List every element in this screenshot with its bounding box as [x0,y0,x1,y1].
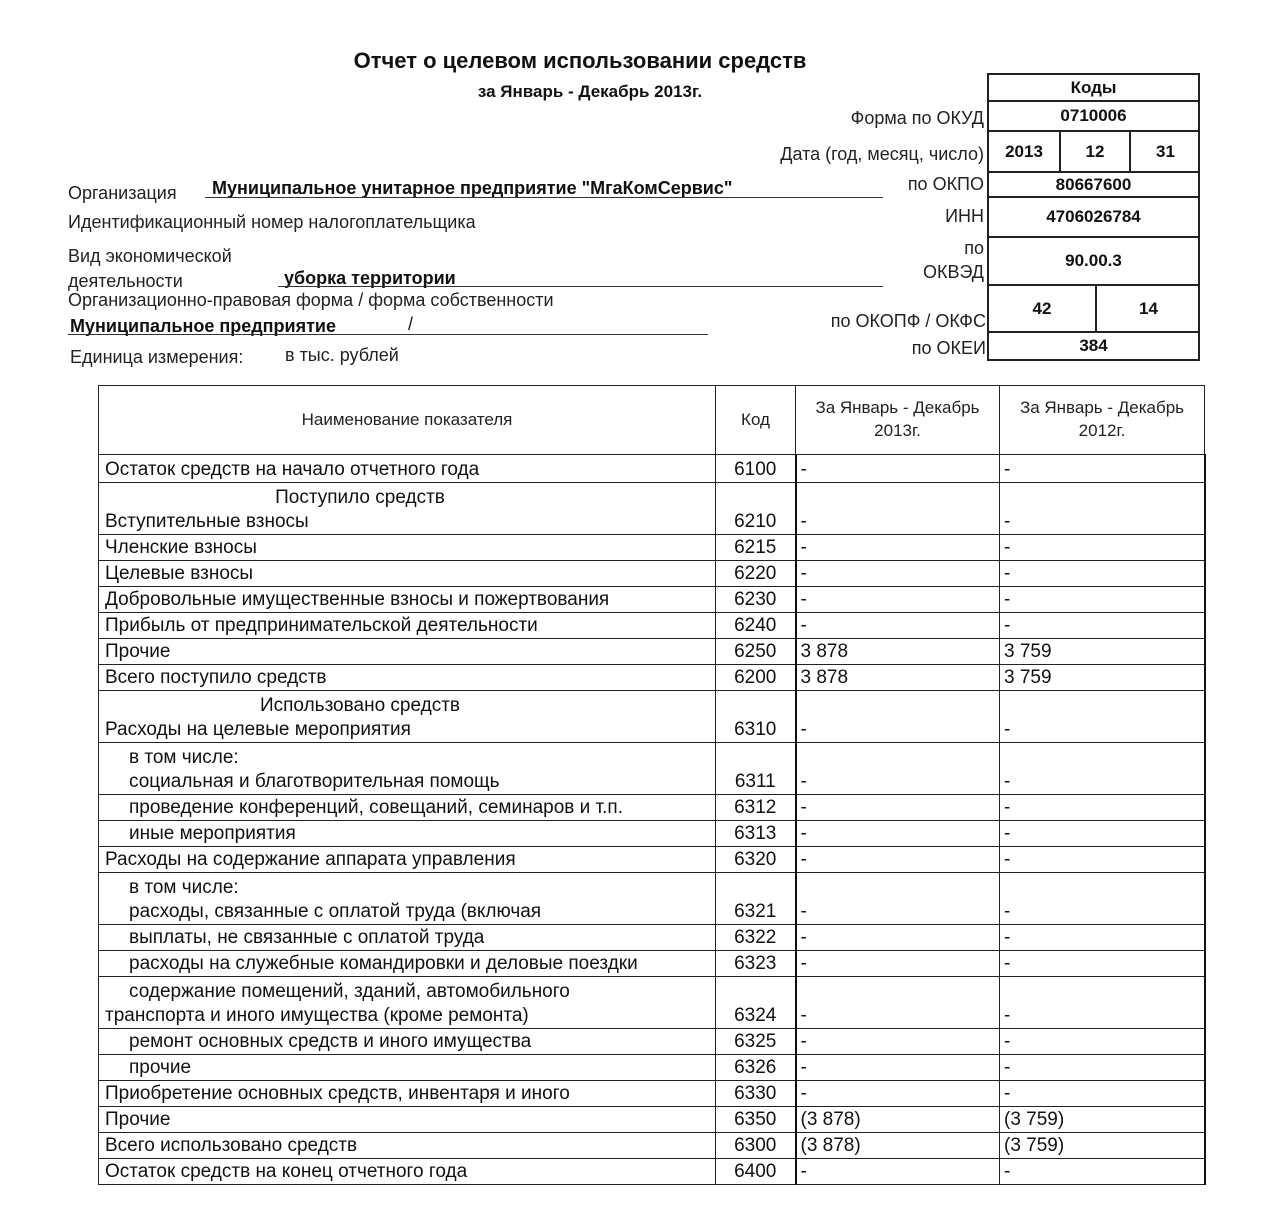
header-2013 [796,386,1000,455]
row-label: Остаток средств на начало отчетного года [105,459,480,480]
row-label: Приобретение основных средств, инвентаря и иного [105,1083,570,1104]
table-row [99,1081,1205,1107]
row-label: расходы, связанные с оплатой труда (включая [129,901,542,922]
row-value-2012: - [1000,613,1205,639]
row-code: 6330 [716,1081,796,1107]
row-value-2012: - [1000,821,1205,847]
row-label: Всего поступило средств [105,667,327,688]
header-2013-line1: За Январь - Декабрь [815,398,980,418]
table-row [99,847,1205,873]
table-row [99,483,1205,535]
header-2012 [1000,386,1205,455]
row-value-2012: - [1000,977,1205,1029]
row-value-2013: - [796,561,1000,587]
table-row [99,821,1205,847]
row-label: проведение конференций, совещаний, семинаров и т.п. [129,797,623,818]
okpo-label: по ОКПО [907,174,984,194]
row-code: 6322 [716,925,796,951]
table-row [99,873,1205,925]
row-value-2013: - [796,873,1000,925]
row-code: 6312 [716,795,796,821]
row-name [99,925,716,951]
row-value-2012: (3 759) [1000,1107,1205,1133]
row-label: Прочие [105,1109,171,1130]
row-name [99,665,716,691]
row-value-2012: (3 759) [1000,1133,1205,1159]
report-title: Отчет о целевом использовании средств [353,48,807,73]
row-label: транспорта и иного имущества (кроме ремонта) [105,1005,529,1026]
row-code: 6215 [716,535,796,561]
row-name [99,587,716,613]
okved-code: 90.00.3 [1065,251,1122,270]
row-value-2013: - [796,951,1000,977]
row-value-2012: 3 759 [1000,665,1205,691]
row-prefix: в том числе: [129,877,239,898]
row-label: Расходы на целевые мероприятия [105,719,411,740]
legal-form-separator: / [408,314,414,334]
legal-form-label: Организационно-правовая форма / форма собственности [68,290,554,310]
row-value-2013: - [796,691,1000,743]
row-value-2012: 3 759 [1000,639,1205,665]
row-name [99,691,716,743]
table-row [99,587,1205,613]
table-row [99,951,1205,977]
table-row [99,455,1205,483]
row-value-2013: - [796,587,1000,613]
inn-label: ИНН [945,206,984,226]
row-name [99,1107,716,1133]
table-header-row [99,386,1205,455]
table-row [99,743,1205,795]
row-value-2013: - [796,455,1000,483]
organization-value: Муниципальное унитарное предприятие "МгаКомСервис" [212,178,733,198]
table-row [99,613,1205,639]
row-code: 6324 [716,977,796,1029]
row-prefix: содержание помещений, зданий, автомобильного [129,981,570,1002]
row-label: иные мероприятия [129,823,296,844]
report-table [98,385,1206,1185]
row-value-2012: - [1000,743,1205,795]
row-code: 6240 [716,613,796,639]
row-value-2013: - [796,535,1000,561]
row-value-2013: - [796,1055,1000,1081]
row-name [99,873,716,925]
row-value-2013: - [796,977,1000,1029]
row-name [99,977,716,1029]
row-label: ремонт основных средств и иного имущества [129,1031,532,1052]
row-value-2013: - [796,613,1000,639]
date-row [989,132,1198,173]
table-row [99,561,1205,587]
row-value-2012: - [1000,483,1205,535]
table-row [99,535,1205,561]
row-code: 6311 [716,743,796,795]
row-code: 6230 [716,587,796,613]
row-code: 6325 [716,1029,796,1055]
row-value-2013: - [796,795,1000,821]
section-heading: Поступило средств [275,487,445,508]
table-row [99,639,1205,665]
row-name [99,743,716,795]
row-value-2013: (3 878) [796,1107,1000,1133]
row-label: Членские взносы [105,537,257,558]
row-value-2013: - [796,821,1000,847]
row-label: прочие [129,1057,192,1078]
row-value-2012: - [1000,951,1205,977]
table-row [99,1107,1205,1133]
row-value-2013: - [796,743,1000,795]
row-code: 6321 [716,873,796,925]
row-label: Вступительные взносы [105,511,309,532]
table-row [99,1133,1205,1159]
inn-row [989,198,1198,238]
row-name [99,561,716,587]
okopf-code: 42 [989,286,1097,331]
header-2012-line1: За Январь - Декабрь [1019,398,1185,418]
okpo-code: 80667600 [1055,174,1132,194]
table-row [99,925,1205,951]
row-label: Всего использовано средств [105,1135,358,1156]
unit-label: Единица измерения: [70,347,244,367]
row-value-2013: (3 878) [796,1133,1000,1159]
date-day: 31 [1156,141,1175,161]
codes-header-row [989,75,1198,102]
activity-label-1: Вид экономической [68,246,232,266]
row-value-2012: - [1000,873,1205,925]
row-code: 6100 [716,455,796,483]
okved-label-1: по [964,238,984,258]
organization-underline [205,197,883,198]
row-value-2013: - [796,847,1000,873]
row-value-2013: 3 878 [796,665,1000,691]
row-code: 6200 [716,665,796,691]
row-name [99,1029,716,1055]
unit-value: в тыс. рублей [285,345,399,365]
okei-row [989,333,1198,359]
row-code: 6210 [716,483,796,535]
row-name [99,483,716,535]
row-name [99,847,716,873]
row-label: социальная и благотворительная помощь [129,771,500,792]
row-label: Расходы на содержание аппарата управления [105,849,516,870]
table-row [99,1055,1205,1081]
row-label: выплаты, не связанные с оплатой труда [129,927,485,948]
row-label: Прочие [105,641,171,662]
okved-row [989,238,1198,286]
table-row [99,691,1205,743]
report-period: за Январь - Декабрь 2013г. [477,82,703,101]
row-prefix: в том числе: [129,747,239,768]
okpo-row [989,173,1198,198]
table-row [99,977,1205,1029]
row-label: Прибыль от предпринимательской деятельности [105,615,538,636]
row-code: 6400 [716,1159,796,1185]
row-value-2012: - [1000,587,1205,613]
row-name [99,613,716,639]
header-code: Код [716,386,796,455]
okud-row [989,102,1198,132]
row-value-2012: - [1000,847,1205,873]
row-value-2012: - [1000,925,1205,951]
row-name [99,1159,716,1185]
row-value-2013: - [796,1029,1000,1055]
date-month: 12 [1061,132,1131,171]
organization-label: Организация [68,183,177,203]
row-code: 6323 [716,951,796,977]
okfs-code: 14 [1139,298,1158,318]
row-code: 6310 [716,691,796,743]
row-code: 6326 [716,1055,796,1081]
row-label: расходы на служебные командировки и деловые поездки [129,953,638,974]
table-row [99,1029,1205,1055]
legal-form-value: Муниципальное предприятие [70,316,336,336]
row-value-2013: 3 878 [796,639,1000,665]
row-code: 6350 [716,1107,796,1133]
inn-code: 4706026784 [1046,207,1141,226]
table-row [99,665,1205,691]
row-name [99,1133,716,1159]
okei-label: по ОКЕИ [911,338,986,358]
row-value-2012: - [1000,1159,1205,1185]
date-year: 2013 [989,132,1061,171]
row-value-2013: - [796,483,1000,535]
row-name [99,639,716,665]
row-name [99,951,716,977]
row-code: 6313 [716,821,796,847]
row-code: 6320 [716,847,796,873]
okei-code: 384 [1079,336,1108,355]
header-2013-line2: 2013г. [874,421,921,440]
okopf-row [989,286,1198,333]
activity-label-2: деятельности [68,271,183,291]
row-value-2012: - [1000,1029,1205,1055]
row-label: Добровольные имущественные взносы и пожертвования [105,589,610,610]
okud-code: 0710006 [1060,106,1127,125]
activity-underline [278,286,883,287]
row-value-2012: - [1000,1081,1205,1107]
header-name: Наименование показателя [99,386,716,455]
row-name [99,1055,716,1081]
section-heading: Использовано средств [259,695,461,716]
row-name [99,795,716,821]
row-code: 6250 [716,639,796,665]
okopf-label: по ОКОПФ / ОКФС [830,311,986,331]
row-label: Целевые взносы [105,563,254,584]
row-code: 6300 [716,1133,796,1159]
row-value-2012: - [1000,1055,1205,1081]
row-code: 6220 [716,561,796,587]
row-label: Остаток средств на конец отчетного года [105,1161,468,1182]
table-row [99,795,1205,821]
row-name [99,1081,716,1107]
codes-header: Коды [1070,77,1117,97]
okved-label-2: ОКВЭД [922,262,984,282]
row-value-2012: - [1000,455,1205,483]
okud-label: Форма по ОКУД [850,108,984,128]
row-value-2012: - [1000,795,1205,821]
activity-value: уборка территории [284,268,456,288]
row-value-2012: - [1000,535,1205,561]
legal-form-underline [68,334,708,335]
header-2012-line2: 2012г. [1078,421,1126,440]
inn-description: Идентификационный номер налогоплательщика [68,212,476,232]
row-value-2013: - [796,1159,1000,1185]
row-value-2013: - [796,1081,1000,1107]
row-name [99,821,716,847]
row-name [99,455,716,483]
row-value-2013: - [796,925,1000,951]
table-row [99,1159,1205,1185]
row-value-2012: - [1000,691,1205,743]
row-value-2012: - [1000,561,1205,587]
date-label: Дата (год, месяц, число) [780,144,984,164]
row-name [99,535,716,561]
codes-box [987,73,1200,361]
